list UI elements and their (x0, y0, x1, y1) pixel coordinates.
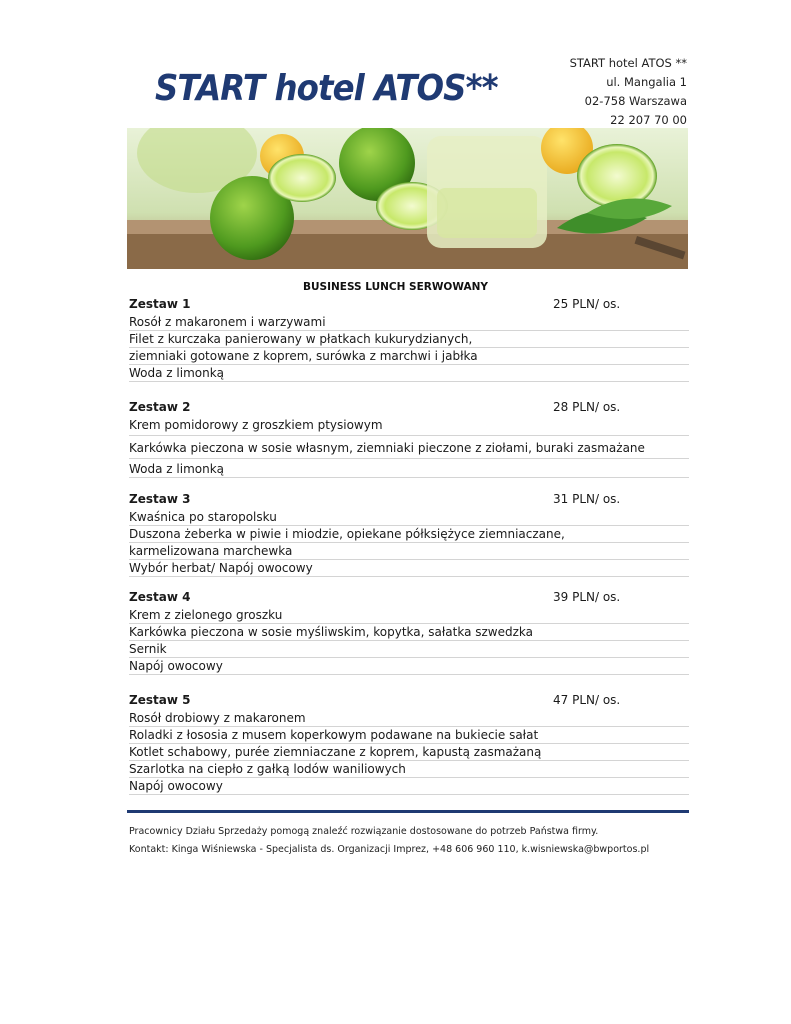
menu-item: Szarlotka na ciepło z gałką lodów waniliowych (129, 761, 689, 778)
menu-item: Rosół drobiowy z makaronem (129, 710, 689, 727)
menu-item: Rosół z makaronem i warzywami (129, 314, 689, 331)
menu-item: Wybór herbat/ Napój owocowy (129, 560, 689, 577)
hotel-logo: START hotel ATOS** (155, 68, 498, 109)
menu-set (129, 693, 689, 795)
menu-item: Roladki z łososia z musem koperkowym podawane na bukiecie sałat (129, 727, 689, 744)
address-line: START hotel ATOS ** (569, 56, 687, 70)
set-name: Zestaw 5 (129, 693, 191, 707)
footer-contact: Kontakt: Kinga Wiśniewska - Specjalista ds. Organizacji Imprez, +48 606 960 110, k.wisniewska@bwportos.pl (129, 844, 650, 855)
menu-item: Filet z kurczaka panierowany w płatkach kukurydzianych, (129, 331, 689, 348)
set-price: 39 PLN/ os. (553, 590, 621, 604)
hotel-address (570, 54, 687, 130)
set-name: Zestaw 4 (129, 590, 191, 604)
menu-item: Duszona żeberka w piwie i miodzie, opiekane półksiężyce ziemniaczane, (129, 526, 689, 543)
menu-item: ziemniaki gotowane z koprem, surówka z marchwi i jabłka (129, 348, 689, 365)
menu-item: Woda z limonką (129, 365, 689, 382)
set-price: 25 PLN/ os. (553, 297, 621, 311)
menu-item: Napój owocowy (129, 658, 689, 675)
address-line: 22 207 70 00 (610, 113, 687, 127)
set-name: Zestaw 2 (129, 400, 191, 414)
menu-item: Karkówka pieczona w sosie własnym, ziemniaki pieczone z ziołami, buraki zasmażane (129, 436, 689, 459)
menu-set (129, 297, 689, 382)
address-line: ul. Mangalia 1 (606, 75, 687, 89)
address-line: 02-758 Warszawa (584, 94, 687, 108)
menu-item: Karkówka pieczona w sosie myśliwskim, kopytka, sałatka szwedzka (129, 624, 689, 641)
menu-item: Kotlet schabowy, purée ziemniaczane z koprem, kapustą zasmażaną (129, 744, 689, 761)
menu-item: Kwaśnica po staropolsku (129, 509, 689, 526)
set-name: Zestaw 3 (129, 492, 191, 506)
set-price: 28 PLN/ os. (553, 400, 621, 414)
footer-note: Pracownicy Działu Sprzedaży pomogą znaleźć rozwiązanie dostosowane do potrzeb Państwa firmy. (129, 826, 599, 837)
menu-item: Krem pomidorowy z groszkiem ptysiowym (129, 417, 689, 436)
menu-item: Krem z zielonego groszku (129, 607, 689, 624)
menu-item: Napój owocowy (129, 778, 689, 795)
menu-item: karmelizowana marchewka (129, 543, 689, 560)
set-price: 47 PLN/ os. (553, 693, 621, 707)
menu-set (129, 492, 689, 577)
menu-title: BUSINESS LUNCH SERWOWANY (302, 281, 488, 293)
menu-set (129, 590, 689, 675)
set-price: 31 PLN/ os. (553, 492, 621, 506)
menu-item: Sernik (129, 641, 689, 658)
set-name: Zestaw 1 (129, 297, 191, 311)
lime-drink-banner-image (127, 128, 688, 269)
menu-set (129, 400, 689, 478)
footer-divider (127, 810, 689, 813)
menu-item: Woda z limonką (129, 459, 689, 478)
